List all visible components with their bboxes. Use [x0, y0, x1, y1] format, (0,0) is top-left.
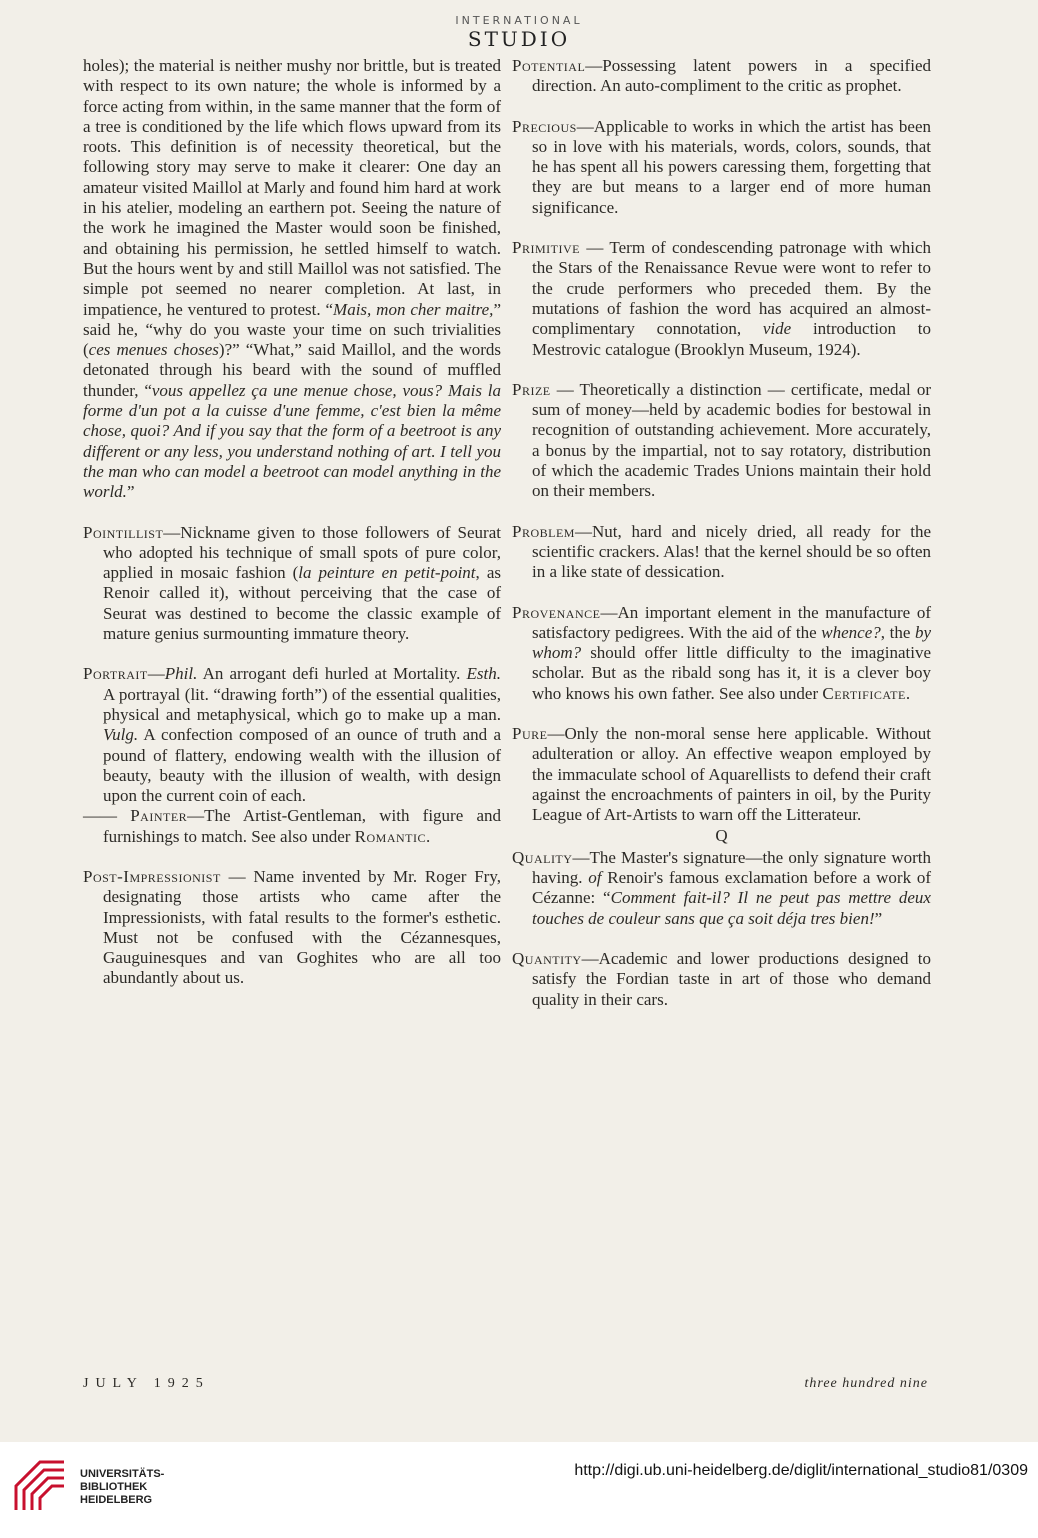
entry-problem	[512, 522, 931, 583]
entry-post-impressionist	[83, 867, 501, 989]
text: A portrayal (lit. “drawing forth”) of the essential qualities, physical and metaphysical, which go to make up a man.	[103, 684, 501, 724]
text-italic: Vulg.	[103, 725, 139, 745]
text: holes); the material is neither mushy nor brittle, but is treated with respect to its own nature; the whole is informed by a force acting from within, in the same manner that the form of a tree is conditioned by the life which flows upward from its roots. This definition is of necessity theoretical, but the following story may serve to make it clearer: One day an amateur visited Maillol at Marly and found him hard at work in his atelier, modeling an earthern pot. Seeing the nature of the work he imagined the Master would soon be finished, and obtaining his permission, he settled himself to watch. But the hours went by and still Maillol was not satisfied. The simple pot seemed no nearer completion. At last, in impatience, he ventured to protest. “	[83, 56, 501, 319]
page-footer	[0, 1376, 1038, 1400]
library-footer-bar	[0, 1442, 1038, 1538]
text-italic: Comment fait-il? Il ne peut pas mettre deux touches de couleur sans que ça soit déja tres bien!	[532, 888, 931, 928]
entry-term: Post-Impressionist	[83, 866, 221, 886]
text: ”	[874, 908, 883, 928]
text: .	[426, 826, 431, 846]
text: — Name invented by Mr. Roger Fry, designating those artists who came after the Impressionists, with fatal results to the former's esthetic. Must not be confused with the Cézannesques, Gauguinesques and van Goghites who are all too abundantly about us.	[103, 866, 501, 988]
library-logo-icon	[10, 1456, 70, 1516]
entry-portrait	[83, 664, 501, 806]
library-name-line: UNIVERSITÄTS-	[80, 1468, 165, 1480]
text: )?” “What,” said Maillol, and the words detonated through his beard with the sound of muffled thunder, “	[83, 340, 502, 400]
source-url-link[interactable]: http://digi.ub.uni-heidelberg.de/diglit/international_studio81/0309	[574, 1462, 1028, 1479]
entry-precious	[512, 117, 931, 218]
text: .	[905, 683, 911, 703]
text: —The Artist-Gentleman, with figure and furnishings to match. See also under	[103, 806, 501, 846]
entry-provenance	[512, 603, 931, 704]
cross-reference: Romantic	[354, 826, 426, 846]
entry-potential	[512, 56, 931, 97]
footer-page-number: three hundred nine	[804, 1376, 928, 1391]
section-letter-q: Q	[715, 825, 728, 845]
footer-date: JULY 1925	[83, 1376, 210, 1391]
masthead-title: STUDIO	[467, 27, 571, 51]
entry-primitive	[512, 238, 931, 360]
text: —The Master's signature—the only signature worth having.	[532, 847, 931, 888]
entry-term: Primitive	[512, 238, 580, 258]
text: —An important element in the manufacture of satisfactory pedigrees. With the aid of the	[532, 602, 931, 642]
text: ” said he, “why do you waste your time on such trivialities (	[83, 299, 501, 360]
entry-term: Quality	[512, 847, 573, 867]
entry-term: Pointillist	[83, 522, 164, 542]
text: — Theoretically a distinction — certificate, medal or sum of money—held by academic bodies for bestowal in recognition of outstanding achievement. More accurately, a bonus by the impartial, not to say rotatory, distribution of which the academic Trades Unions maintain their hold on their members.	[532, 379, 931, 501]
text: should offer little difficulty to the imaginative scholar. But as the ribald song has it, it is a clever boy who knows his own father. See also under	[532, 643, 931, 703]
text: —Nut, hard and nicely dried, all ready for the scientific crackers. Alas! that the kernel should be so often in a like state of dessication.	[532, 521, 931, 582]
entry-pure	[512, 724, 931, 825]
left-column	[83, 56, 501, 1009]
text: introduction to Mestrovic catalogue (Brooklyn Museum, 1924).	[532, 319, 931, 359]
text: —	[147, 664, 165, 684]
text-italic: ces menues choses	[88, 340, 219, 360]
entry-term: Prize	[512, 379, 551, 399]
entry-quality	[512, 848, 931, 929]
masthead	[0, 14, 1038, 50]
entry-term: Quantity	[512, 948, 582, 968]
text: —Applicable to works in which the artist has been so in love with his materials, words, colors, sounds, that he has spent all his powers caressing them, forgetting that they are but means to a larger end of more human significance.	[532, 116, 931, 217]
entry-term: Pure	[512, 724, 548, 744]
text-italic: la peinture en petit-point	[298, 563, 476, 583]
text-italic: by whom?	[532, 622, 931, 663]
masthead-top: INTERNATIONAL	[455, 14, 583, 27]
text: Renoir's famous exclamation before a work of Cézanne: “	[532, 868, 932, 908]
text-italic: Esth.	[466, 664, 501, 684]
text: An arrogant defi hurled at Mortality.	[197, 664, 467, 684]
library-name-line: HEIDELBERG	[80, 1494, 153, 1506]
entry-term: Painter	[130, 806, 188, 826]
text: ——	[83, 806, 131, 826]
text: —Only the non-moral sense here applicable. Without adulteration or alloy. An effective weapon employed by the immaculate school of Aquarellists to defend their craft against the encroachments of painters in oil, by the Purity League of Art-Artists to warn off the Litterateur.	[532, 724, 931, 825]
entry-painter	[83, 806, 501, 847]
text-italic: of	[588, 868, 602, 888]
library-name	[80, 1468, 164, 1507]
paragraph-maillol-story	[83, 56, 501, 503]
text: , as Renoir called it), without perceiving that the case of Seurat was destined to become the classic example of mature genius surmounting immature theory.	[103, 563, 501, 644]
entry-term: Problem	[512, 521, 575, 541]
entry-term: Precious	[512, 116, 577, 136]
text: — Term of condescending patronage with which the Stars of the Renaissance Revue were wont to refer to the crude performers who preceded them. By the mutations of fashion the word has acquired an almost-complimentary connotation,	[532, 238, 931, 339]
text-italic: Mais, mon cher maitre,	[333, 299, 494, 319]
right-column	[512, 56, 931, 1030]
text: —Nickname given to those followers of Seurat who adopted his technique of small spots of pure color, applied in mosaic fashion (	[103, 522, 501, 583]
text-italic: whence?	[821, 622, 881, 642]
entry-term: Provenance	[512, 602, 601, 622]
text: —Academic and lower productions designed to satisfy the Fordian taste in art of those who demand quality in their cars.	[532, 948, 931, 1009]
text-italic: vous appellez ça une menue chose, vous? Mais la forme d'un pot a la cuisse d'une femme, c'est bien la même chose, quoi? And if you say that the form of a beetroot is any different or any less, you understand nothing of art. I tell you the man who can model a beetroot can model anything in the world.	[83, 380, 501, 502]
library-name-line: BIBLIOTHEK	[80, 1481, 148, 1493]
entry-term: Potential	[512, 56, 586, 75]
entry-pointillist	[83, 523, 501, 645]
entry-prize	[512, 380, 931, 502]
text: —Possessing latent powers in a specified direction. An auto-compliment to the critic as prophet.	[532, 56, 931, 96]
text: ”	[126, 482, 135, 502]
cross-reference: Certificate	[822, 683, 906, 703]
text: , the	[880, 622, 915, 642]
text: A confection composed of an ounce of truth and a pound of flattery, endowing wealth with the illusion of beauty, beauty with the illusion of wealth, with design upon the current coin of each.	[103, 725, 501, 806]
entry-quantity	[512, 949, 931, 1010]
entry-term: Portrait	[83, 664, 148, 684]
text-italic: vide	[762, 319, 792, 339]
text-italic: Phil.	[164, 664, 198, 684]
